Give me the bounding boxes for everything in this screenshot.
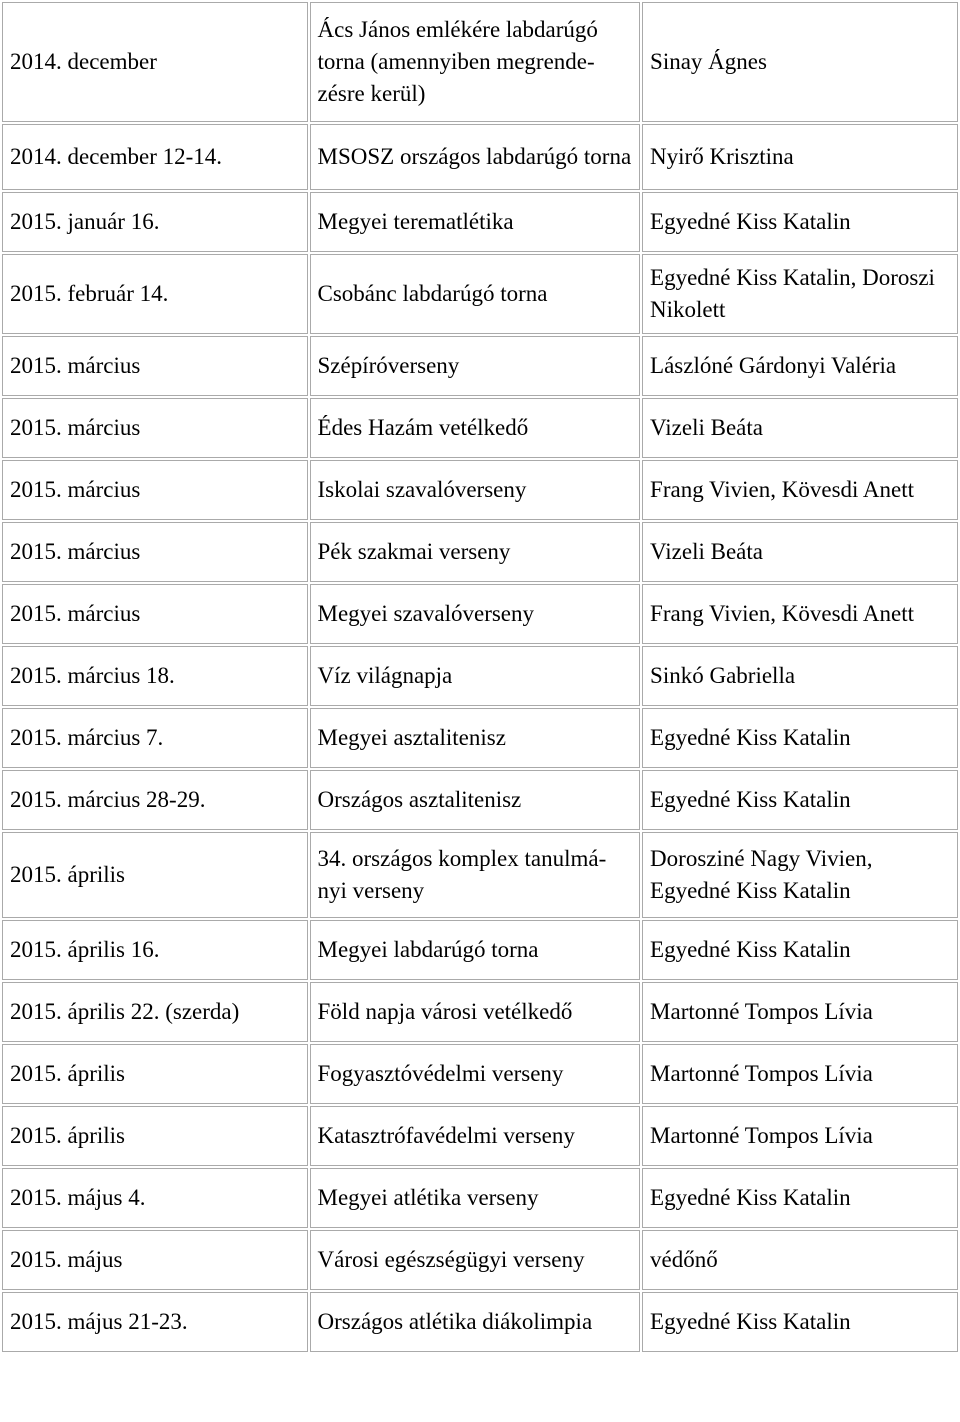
person-cell: Sinay Ágnes [642,2,958,122]
event-cell: Megyei szavalóverseny [310,584,641,644]
person-cell: Egyedné Kiss Katalin [642,920,958,980]
event-cell: Városi egészségügyi verseny [310,1230,641,1290]
table-row [2,982,958,1042]
person-cell: Vizeli Beáta [642,398,958,458]
table-row [2,1230,958,1290]
event-cell: MSOSZ országos labdarúgó torna [310,124,641,190]
event-cell: Föld napja városi vetélkedő [310,982,641,1042]
event-cell: Országos atlétika diákolimpia [310,1292,641,1352]
date-cell: 2015. április [2,1044,308,1104]
date-cell: 2015. március 18. [2,646,308,706]
date-cell: 2015. március [2,522,308,582]
table-row [2,124,958,190]
event-cell: Ács János emlékére labdarúgó torna (amennyiben megrende-zésre kerül) [310,2,641,122]
event-cell: Katasztrófavédelmi verseny [310,1106,641,1166]
date-cell: 2015. március [2,460,308,520]
event-cell: 34. országos komplex tanulmá-nyi verseny [310,832,641,918]
table-row [2,460,958,520]
person-cell: Lászlóné Gárdonyi Valéria [642,336,958,396]
table-row [2,522,958,582]
date-cell: 2015. május 21-23. [2,1292,308,1352]
event-cell: Fogyasztóvédelmi verseny [310,1044,641,1104]
date-cell: 2015. május [2,1230,308,1290]
person-cell: Egyedné Kiss Katalin [642,1292,958,1352]
date-cell: 2015. január 16. [2,192,308,252]
date-cell: 2015. április 22. (szerda) [2,982,308,1042]
date-cell: 2015. március 7. [2,708,308,768]
table-row [2,1106,958,1166]
event-cell: Megyei atlétika verseny [310,1168,641,1228]
person-cell: Egyedné Kiss Katalin [642,770,958,830]
date-cell: 2015. április 16. [2,920,308,980]
date-cell: 2015. március 28-29. [2,770,308,830]
person-cell: Martonné Tompos Lívia [642,1106,958,1166]
date-cell: 2015. március [2,398,308,458]
table-row [2,584,958,644]
date-cell: 2015. május 4. [2,1168,308,1228]
event-cell: Iskolai szavalóverseny [310,460,641,520]
person-cell: Martonné Tompos Lívia [642,982,958,1042]
person-cell: Egyedné Kiss Katalin, Doroszi Nikolett [642,254,958,334]
person-cell: Sinkó Gabriella [642,646,958,706]
table-row [2,2,958,122]
events-table-body [2,2,958,1352]
table-row [2,192,958,252]
person-cell: védőnő [642,1230,958,1290]
event-cell: Csobánc labdarúgó torna [310,254,641,334]
date-cell: 2014. december 12-14. [2,124,308,190]
table-row [2,336,958,396]
person-cell: Egyedné Kiss Katalin [642,708,958,768]
person-cell: Egyedné Kiss Katalin [642,192,958,252]
person-cell: Egyedné Kiss Katalin [642,1168,958,1228]
table-row [2,770,958,830]
date-cell: 2015. április [2,832,308,918]
table-row [2,1044,958,1104]
event-cell: Országos asztalitenisz [310,770,641,830]
date-cell: 2014. december [2,2,308,122]
date-cell: 2015. március [2,336,308,396]
person-cell: Vizeli Beáta [642,522,958,582]
person-cell: Frang Vivien, Kövesdi Anett [642,460,958,520]
date-cell: 2015. március [2,584,308,644]
event-cell: Megyei labdarúgó torna [310,920,641,980]
date-cell: 2015. április [2,1106,308,1166]
event-cell: Szépíróverseny [310,336,641,396]
table-row [2,920,958,980]
person-cell: Frang Vivien, Kövesdi Anett [642,584,958,644]
event-cell: Pék szakmai verseny [310,522,641,582]
event-cell: Édes Hazám vetélkedő [310,398,641,458]
date-cell: 2015. február 14. [2,254,308,334]
table-row [2,254,958,334]
table-row [2,1292,958,1352]
person-cell: Martonné Tompos Lívia [642,1044,958,1104]
table-row [2,832,958,918]
event-cell: Megyei terematlétika [310,192,641,252]
event-cell: Víz világnapja [310,646,641,706]
table-row [2,708,958,768]
table-row [2,646,958,706]
person-cell: Nyirő Krisztina [642,124,958,190]
table-row [2,1168,958,1228]
event-cell: Megyei asztalitenisz [310,708,641,768]
table-row [2,398,958,458]
person-cell: Dorosziné Nagy Vivien, Egyedné Kiss Katalin [642,832,958,918]
